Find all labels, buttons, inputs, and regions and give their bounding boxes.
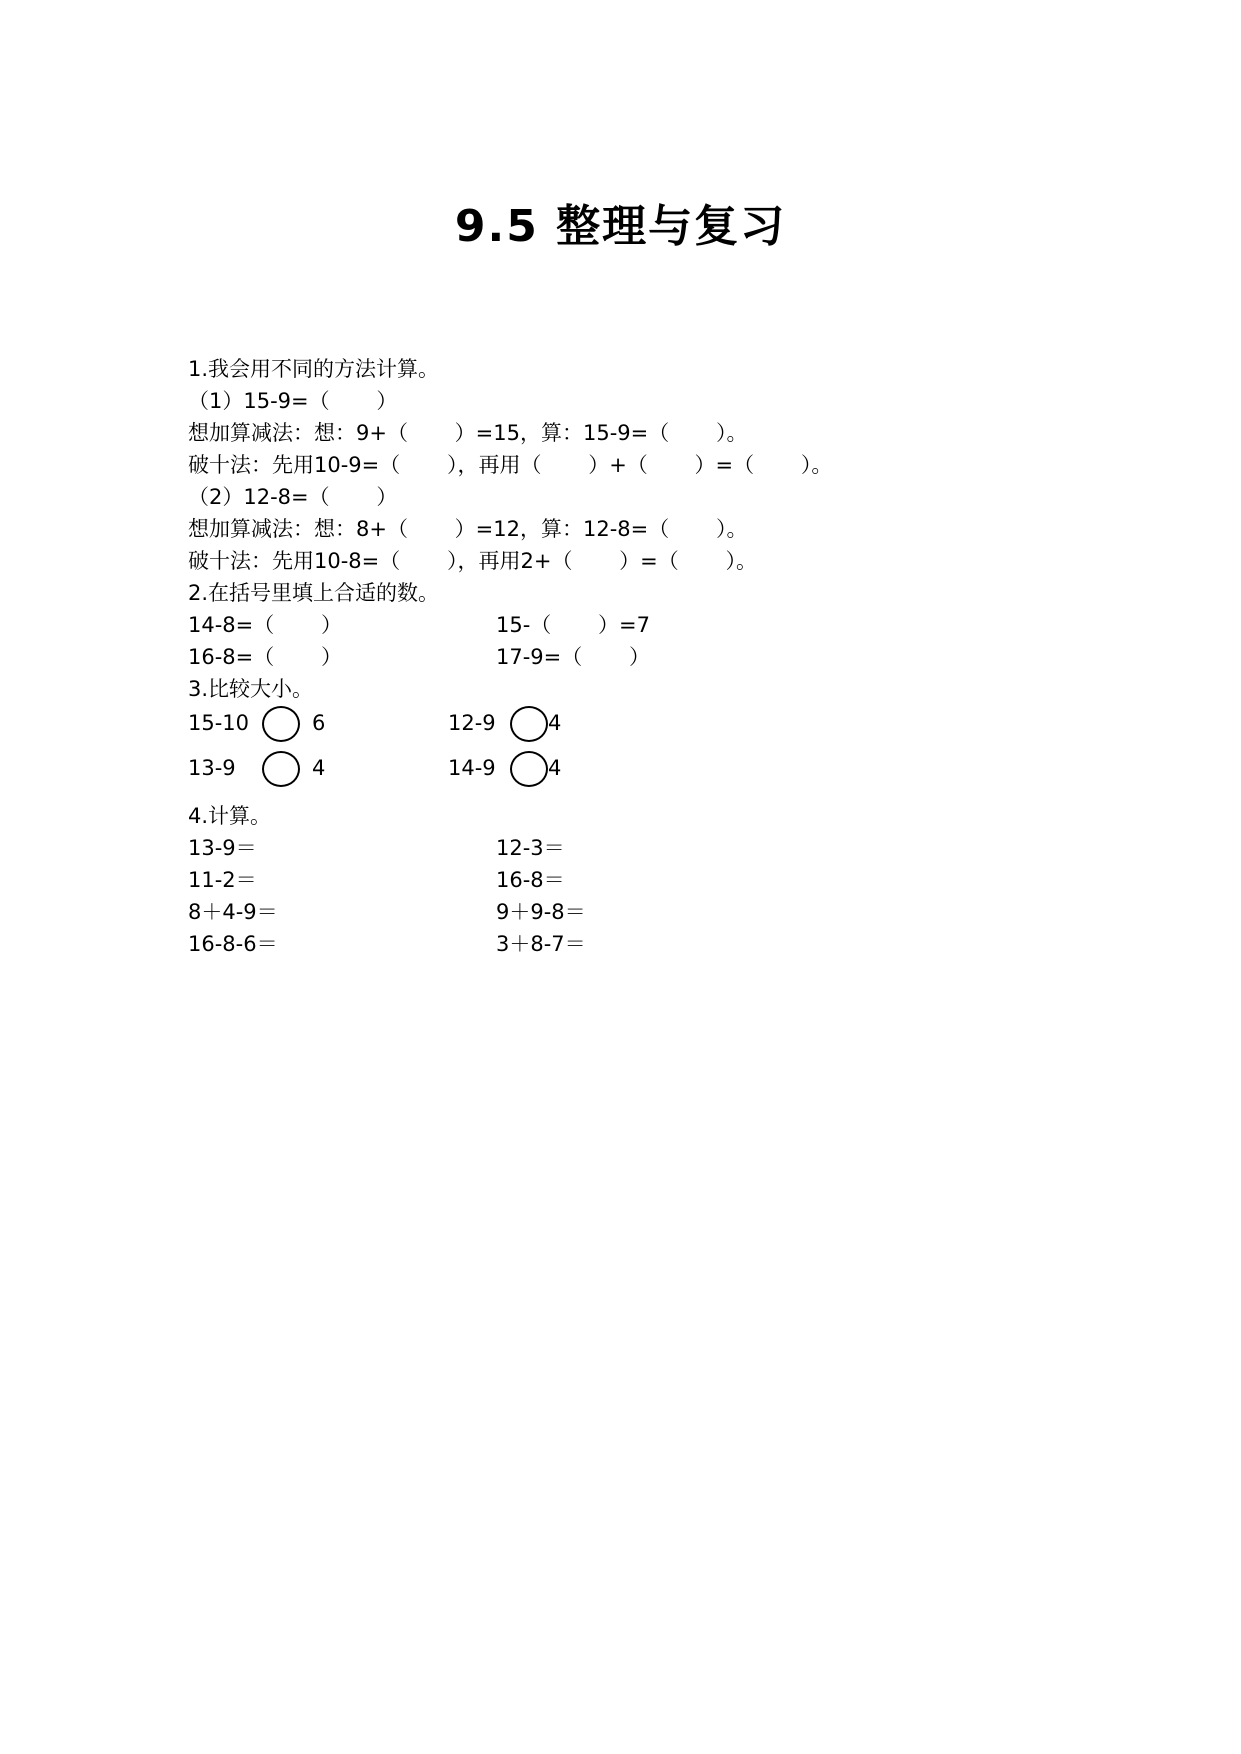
q1-part2-method-addition: 想加算减法：想：8+（ ）=12，算：12-8=（ ）。 <box>188 517 748 541</box>
q4-item: 9＋9-8＝ <box>496 900 586 924</box>
q4-item: 8＋4-9＝ <box>188 900 278 924</box>
q1-part1: （1）15-9=（ ） <box>188 389 398 413</box>
compare-blank-circle[interactable] <box>510 751 548 787</box>
page-title: 9.5 整理与复习 <box>454 201 787 252</box>
compare-blank-circle[interactable] <box>262 706 300 742</box>
compare-left-expression: 14-9 <box>448 756 496 780</box>
compare-left-expression: 13-9 <box>188 756 236 780</box>
q3-heading: 3.比较大小。 <box>188 677 314 701</box>
q4-item: 12-3＝ <box>496 836 565 860</box>
q4-item: 13-9＝ <box>188 836 257 860</box>
q1-part1-method-break-ten: 破十法：先用10-9=（ ），再用（ ）+（ ）=（ ）。 <box>188 453 833 477</box>
q4-item: 16-8-6＝ <box>188 932 278 956</box>
q1-part2-method-break-ten: 破十法：先用10-8=（ ），再用2+（ ）=（ ）。 <box>188 549 757 573</box>
q2-item: 15-（ ）=7 <box>496 613 650 637</box>
q1-heading: 1.我会用不同的方法计算。 <box>188 357 440 381</box>
q4-heading: 4.计算。 <box>188 804 272 828</box>
q2-item: 17-9=（ ） <box>496 645 650 669</box>
compare-right-value: 6 <box>312 711 326 735</box>
compare-blank-circle[interactable] <box>262 751 300 787</box>
q4-item: 3＋8-7＝ <box>496 932 586 956</box>
compare-blank-circle[interactable] <box>510 706 548 742</box>
compare-left-expression: 12-9 <box>448 711 496 735</box>
compare-right-value: 4 <box>312 756 326 780</box>
q2-item: 16-8=（ ） <box>188 645 342 669</box>
compare-left-expression: 15-10 <box>188 711 250 735</box>
compare-right-value: 4 <box>548 711 562 735</box>
q2-item: 14-8=（ ） <box>188 613 342 637</box>
q1-part2: （2）12-8=（ ） <box>188 485 398 509</box>
compare-right-value: 4 <box>548 756 562 780</box>
q1-part1-method-addition: 想加算减法：想：9+（ ）=15，算：15-9=（ ）。 <box>188 421 748 445</box>
q2-heading: 2.在括号里填上合适的数。 <box>188 581 440 605</box>
q4-item: 16-8＝ <box>496 868 565 892</box>
q4-item: 11-2＝ <box>188 868 257 892</box>
